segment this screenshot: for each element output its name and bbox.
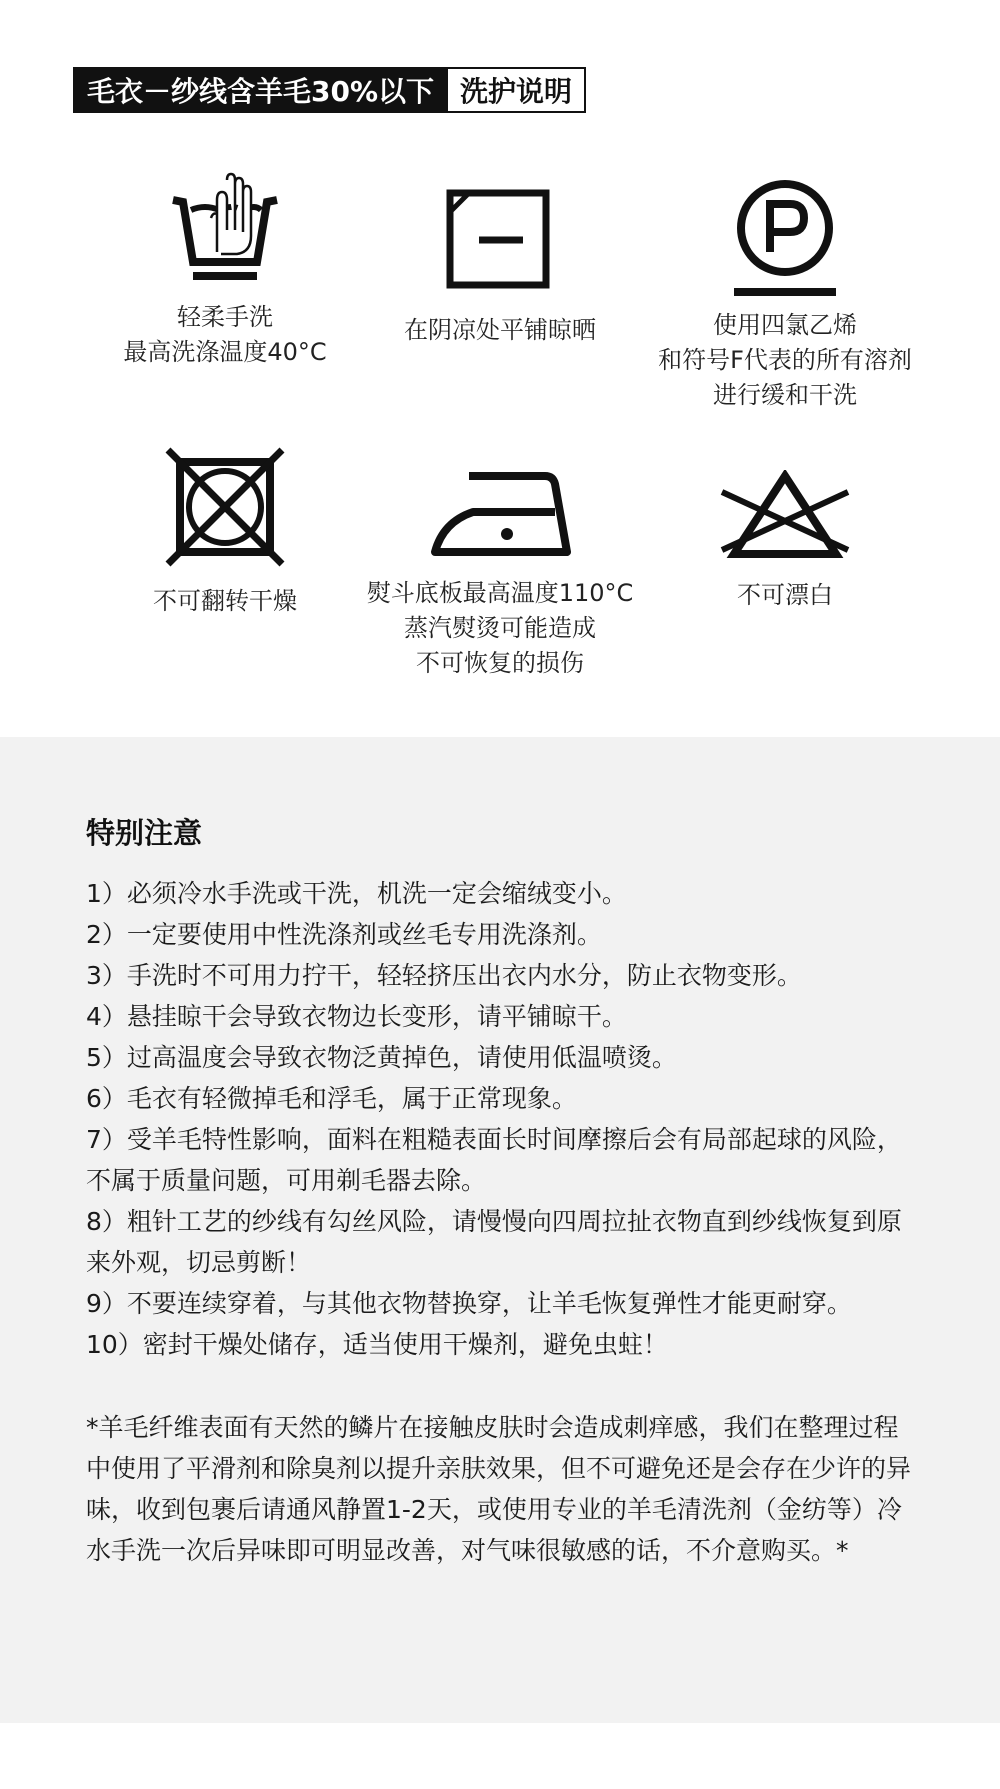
no-bleach-icon [718, 470, 852, 562]
care-label: 不可漂白 [737, 581, 833, 609]
care-item-no-bleach [635, 470, 935, 613]
notes-title: 特别注意 [86, 816, 203, 850]
list-item: 9）不要连续穿着，与其他衣物替换穿，让羊毛恢复弹性才能更耐穿。 [86, 1289, 852, 1318]
iron-low-icon [429, 468, 571, 560]
list-item: 4）悬挂晾干会导致衣物边长变形，请平铺晾干。 [86, 1002, 627, 1031]
footnote: *羊毛纤维表面有天然的鳞片在接触皮肤时会造成刺痒感，我们在整理过程中使用了平滑剂和除臭剂以提升亲肤效果，但不可避免还是会存在少许的异味，收到包裹后请通风静置1-2天，或使用专业的羊毛清洗剂（金纺等）冷水手洗一次后异味即可明显改善，对气味很敏感的话，不介意购买。* [86, 1413, 912, 1565]
care-item-dry-clean [635, 178, 935, 413]
care-label: 熨斗底板最高温度110°C 蒸汽熨烫可能造成 不可恢复的损伤 [366, 579, 634, 677]
list-item: 1）必须冷水手洗或干洗，机洗一定会缩绒变小。 [86, 879, 627, 908]
care-item-iron [350, 468, 650, 681]
care-label: 轻柔手洗 最高洗涤温度40°C [123, 303, 327, 366]
notes-list [86, 873, 916, 1365]
no-tumble-dry-icon [162, 446, 288, 568]
care-item-no-tumble-dry [75, 446, 375, 619]
list-item: 3）手洗时不可用力拧干，轻轻挤压出衣内水分，防止衣物变形。 [86, 961, 802, 990]
care-item-hand-wash [75, 170, 375, 370]
list-item: 6）毛衣有轻微掉毛和浮毛，属于正常现象。 [86, 1084, 577, 1113]
list-item: 7）受羊毛特性影响，面料在粗糙表面长时间摩擦后会有局部起球的风险，不属于质量问题，可用剃毛器去除。 [86, 1125, 902, 1195]
care-item-dry-flat [350, 188, 650, 348]
list-item: 5）过高温度会导致衣物泛黄掉色，请使用低温喷烫。 [86, 1043, 677, 1072]
dry-flat-shade-icon [445, 188, 555, 292]
dry-clean-p-icon [730, 178, 840, 300]
page-title: 毛衣－纱线含羊毛30%以下 [73, 67, 446, 113]
care-label: 使用四氯乙烯 和符号F代表的所有溶剂 进行缓和干洗 [658, 311, 912, 409]
care-label: 在阴凉处平铺晾晒 [404, 316, 596, 344]
special-notes-section [0, 737, 1000, 1723]
list-item: 8）粗针工艺的纱线有勾丝风险，请慢慢向四周拉扯衣物直到纱线恢复到原来外观，切忌剪断！ [86, 1207, 902, 1277]
list-item: 10）密封干燥处储存，适当使用干燥剂，避免虫蛀！ [86, 1330, 668, 1359]
title-tag: 洗护说明 [446, 67, 586, 113]
care-label: 不可翻转干燥 [153, 587, 297, 615]
hand-wash-icon [165, 170, 285, 290]
list-item: 2）一定要使用中性洗涤剂或丝毛专用洗涤剂。 [86, 920, 602, 949]
care-title [73, 67, 586, 113]
